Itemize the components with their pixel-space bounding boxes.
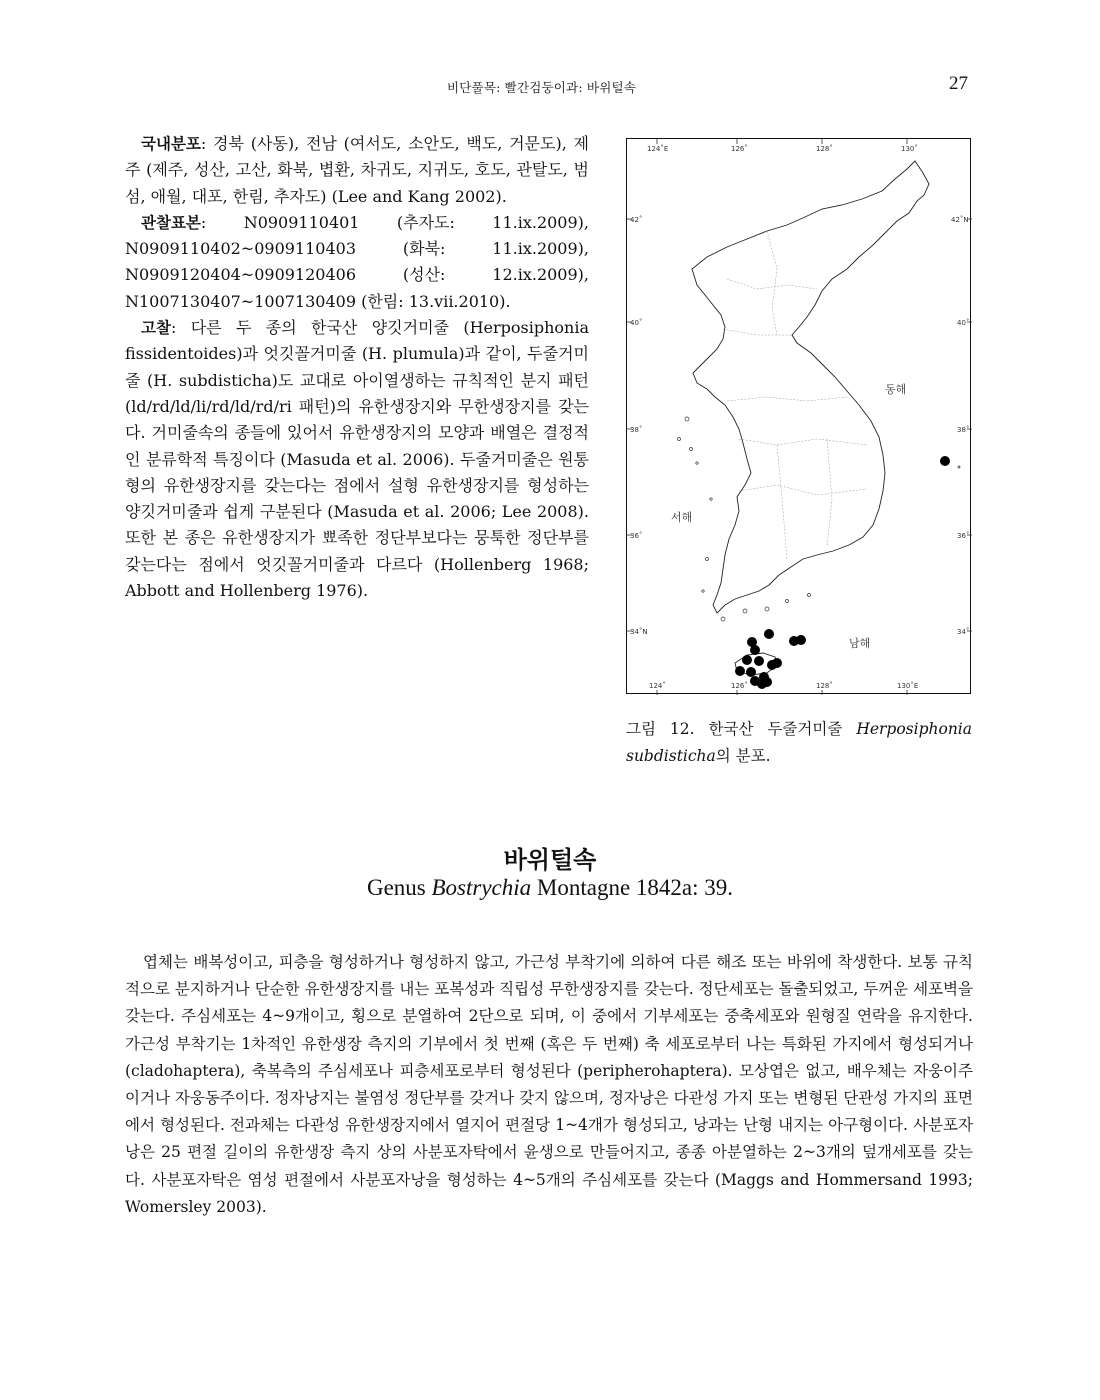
running-title: 비단풀목: 빨간검둥이과: 바위털속 <box>447 80 637 95</box>
caption-suffix: 의 분포. <box>715 747 771 765</box>
occurrence-marker <box>746 667 756 677</box>
right-tick-2: 40˚ <box>957 319 970 327</box>
genus-prefix: Genus <box>366 875 432 900</box>
caption-prefix: 그림 12. 한국산 두줄거미줄 <box>626 720 857 738</box>
top-tick-1: 124˚E <box>647 145 669 153</box>
distribution-label: 국내분포 <box>141 135 201 153</box>
top-tick-3: 128˚ <box>816 145 833 153</box>
occurrence-marker <box>750 645 760 655</box>
caption-species: Herposiphonia subdisticha <box>626 720 972 765</box>
distribution-paragraph <box>125 131 589 210</box>
genus-name: Bostrychia <box>431 875 532 900</box>
page-number: 27 <box>949 73 968 94</box>
remarks-label: 고찰 <box>141 319 171 338</box>
specimens-text: : N0909110401 (추자도: 11.ix.2009), N0909110402~0909110403 (화북: 11.ix.2009), N0909120404~0909120406 (성산: 12.ix.2009), N1007130407~1007130409 (한림: 13.vii.2010). <box>125 212 589 311</box>
islands <box>678 417 961 621</box>
occurrence-marker <box>754 656 764 666</box>
left-column <box>125 131 589 604</box>
left-tick-3: 38˚ <box>630 426 643 434</box>
left-tick-1: 42˚ <box>630 216 643 224</box>
south-sea-label: 남해 <box>849 637 871 650</box>
occurrence-marker <box>764 629 774 639</box>
specimens-paragraph <box>125 210 589 315</box>
bottom-tick-2: 126˚ <box>731 682 748 690</box>
remarks-text: : 다른 두 종의 한국산 양깃거미줄 (Herposiphonia fissidentoides)과 엇깃꼴거미줄 (H. plumula)과 같이, 두줄거미줄 (H. subdisticha)도 교대로 아이열생하는 규칙적인 분지 패턴 (ld/rd/ld/li/rd/ld/rd/ri 패턴)의 유한생장지와 무한생장지를 갖는다. 거미줄속의 종들에 있어서 유한생장지의 모양과 배열은 결정적인 분류학적 특징이다 (Masuda et al. 2006). 두줄거미줄은 원통형의 유한생장지를 갖는다는 점에서 설형 유한생장지를 형성하는 양깃거미줄과 쉽게 구분된다 (Masuda et al. 2006; Lee 2008). 또한 본 종은 유한생장지가 뾰족한 정단부보다는 뭉툭한 정단부를 갖는다는 점에서 엇깃꼴거미줄과 다르다 (Hollenberg 1968; Abbott and Hollenberg 1976). <box>125 318 589 601</box>
genus-description-paragraph: 엽체는 배복성이고, 피층을 형성하거나 형성하지 않고, 가근성 부착기에 의하여 다른 해조 또는 바위에 착생한다. 보통 규칙적으로 분지하거나 단순한 유한생장지를 내는 포복성과 직립성 무한생장지를 갖는다. 정단세포는 돌출되었고, 두꺼운 세포벽을 갖는다. 주심세포는 4~9개이고, 횡으로 분열하여 2단으로 되며, 이 중에서 기부세포는 중축세포와 원형질 연락을 유지한다. 가근성 부착기는 1차적인 유한생장 측지의 기부에서 첫 번째 (혹은 두 번째) 축 세포로부터 나는 특화된 가지에서 형성되거나 (cladohaptera), 축복측의 주심세포나 피층세포로부터 형성된다 (peripherohaptera). 모상엽은 없고, 배우체는 자웅이주이거나 자웅동주이다. 정자낭지는 불염성 정단부를 갖거나 갖지 않으며, 정자낭은 다관성 가지 또는 변형된 단관성 가지의 표면에서 형성된다. 전과체는 다관성 유한생장지에서 열지어 편절당 1~4개가 형성되고, 낭과는 난형 내지는 아구형이다. 사분포자낭은 25 편절 길이의 유한생장 측지 상의 사분포자탁에서 윤생으로 만들어지고, 종종 아분열하는 2~3개의 덮개세포를 갖는다. 사분포자탁은 염성 편절에서 사분포자낭을 형성하는 4~5개의 주심세포를 갖는다 (Maggs and Hommersand 1993; Womersley 2003). <box>125 953 973 1216</box>
east-sea-label: 동해 <box>885 383 907 396</box>
genus-subtitle <box>0 875 1100 901</box>
remarks-paragraph <box>125 315 589 604</box>
right-tick-5: 34˚ <box>957 628 970 636</box>
genus-author: Montagne 1842a: 39. <box>531 875 734 900</box>
left-tick-5: 34˚N <box>630 628 648 636</box>
distribution-map <box>626 138 971 694</box>
bottom-tick-1: 124˚ <box>649 682 666 690</box>
bottom-tick-3: 128˚ <box>816 682 833 690</box>
left-tick-4: 36˚ <box>630 532 643 540</box>
genus-title: 바위털속 <box>503 846 597 874</box>
occurrence-marker <box>735 666 745 676</box>
occurrence-marker <box>940 456 950 466</box>
genus-description <box>125 949 973 1221</box>
korea-map-svg <box>627 139 972 695</box>
west-sea-label: 서해 <box>671 511 693 524</box>
occurrence-marker <box>762 677 772 687</box>
top-tick-4: 130˚ <box>901 145 918 153</box>
distribution-text: : 경북 (사동), 전남 (여서도, 소안도, 백도, 거문도), 제주 (제주, 성산, 고산, 화북, 볍환, 차귀도, 지귀도, 호도, 관탈도, 범섬, 애월, 대포, 한림, 추자도) (Lee and Kang 2002). <box>125 134 589 206</box>
running-header <box>0 73 1100 98</box>
province-boundaries <box>723 231 867 559</box>
bottom-tick-4: 130˚E <box>897 682 919 690</box>
right-tick-3: 38˚ <box>957 426 970 434</box>
right-tick-4: 36˚ <box>957 532 970 540</box>
occurrence-marker <box>772 658 782 668</box>
figure-caption <box>626 716 972 770</box>
occurrence-marker <box>796 635 806 645</box>
top-tick-2: 126˚ <box>731 145 748 153</box>
specimens-label: 관찰표본 <box>141 213 201 232</box>
right-tick-1: 42˚N <box>951 216 969 224</box>
occurrence-marker <box>742 655 752 665</box>
left-tick-2: 40˚ <box>630 319 643 327</box>
